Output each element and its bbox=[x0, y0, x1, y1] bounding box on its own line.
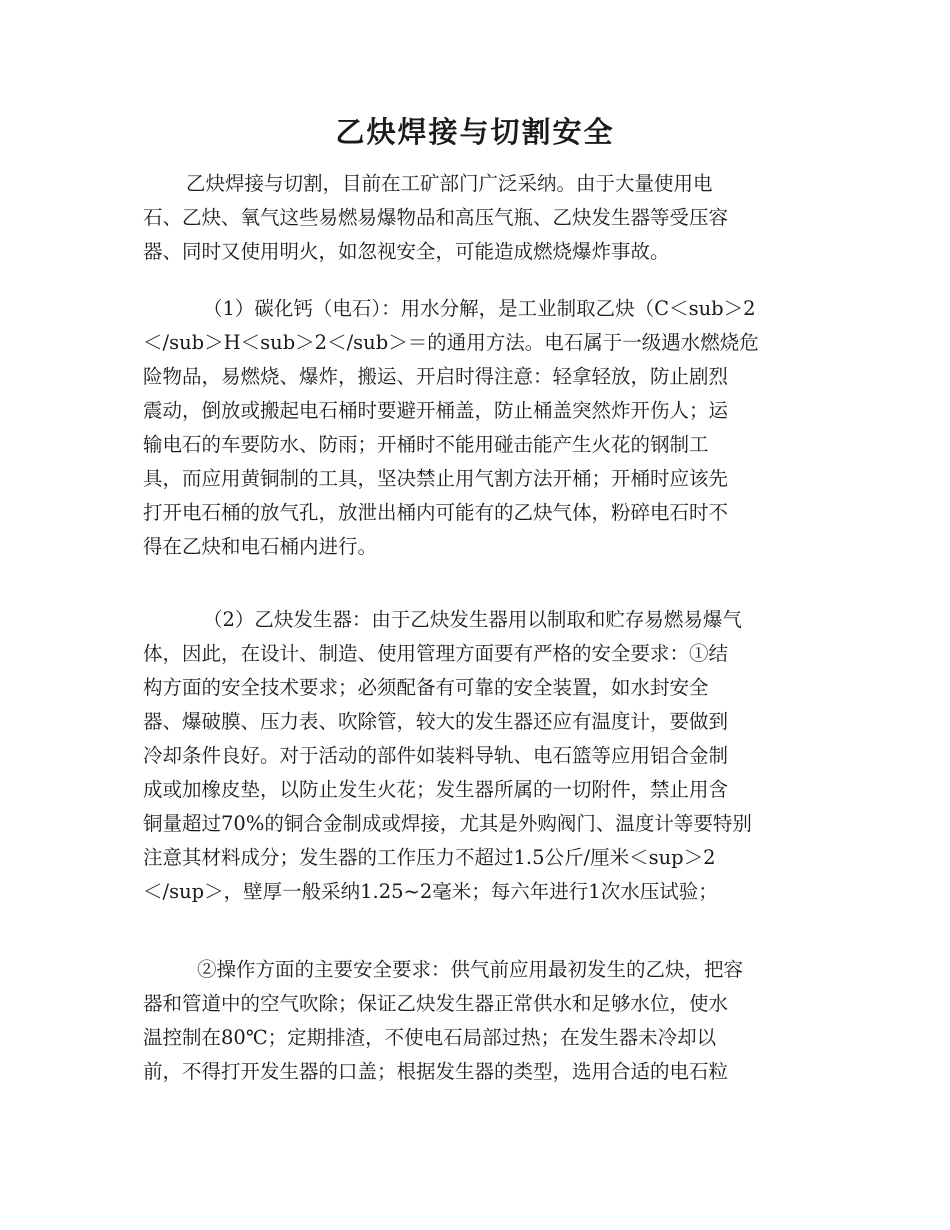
text-line: ＜/sup＞，壁厚一般采纳1.25~2毫米；每六年进行1次水压试验； bbox=[143, 880, 718, 903]
text-line: 温控制在80℃；定期排渣，不使电石局部过热；在发生器未冷却以 bbox=[143, 1026, 717, 1049]
text-line: 震动，倒放或搬起电石桶时要避开桶盖，防止桶盖突然炸开伤人；运 bbox=[143, 399, 729, 422]
text-line: 输电石的车要防水、防雨；开桶时不能用碰击能产生火花的钢制工 bbox=[143, 433, 709, 456]
text-line: （1）碳化钙（电石）：用水分解，是工业制取乙炔（C＜sub＞2 bbox=[203, 297, 756, 320]
text-line: 冷却条件良好。对于活动的部件如装料导轨、电石篮等应用铝合金制 bbox=[143, 744, 729, 767]
text-line: （2）乙炔发生器：由于乙炔发生器用以制取和贮存易燃易爆气 bbox=[203, 608, 742, 631]
text-line: 乙炔焊接与切割，目前在工矿部门广泛采纳。由于大量使用电 bbox=[186, 172, 713, 195]
paragraph-operation-requirements bbox=[143, 953, 808, 1089]
text-line: 器、同时又使用明火，如忽视安全，可能造成燃烧爆炸事故。 bbox=[143, 240, 670, 263]
paragraph-intro bbox=[143, 167, 808, 269]
text-line: 石、乙炔、氧气这些易燃易爆物品和高压气瓶、乙炔发生器等受压容 bbox=[143, 206, 729, 229]
text-line: ＜/sub＞H＜sub＞2＜/sub＞＝的通用方法。电石属于一级遇水燃烧危 bbox=[143, 331, 759, 354]
paragraph-acetylene-generator bbox=[143, 603, 808, 909]
text-line: 构方面的安全技术要求；必须配备有可靠的安全装置，如水封安全 bbox=[143, 676, 709, 699]
text-line: 成或加橡皮垫，以防止发生火花；发生器所属的一切附件，禁止用含 bbox=[143, 778, 729, 801]
text-line: 器、爆破膜、压力表、吹除管，较大的发生器还应有温度计，要做到 bbox=[143, 710, 729, 733]
document-title: 乙炔焊接与切割安全 bbox=[335, 115, 615, 149]
paragraph-calcium-carbide bbox=[143, 292, 808, 564]
text-line: 器和管道中的空气吹除；保证乙炔发生器正常供水和足够水位，使水 bbox=[143, 992, 729, 1015]
text-line: 注意其材料成分；发生器的工作压力不超过1.5公斤/厘米＜sup＞2 bbox=[143, 846, 716, 869]
text-line: 前，不得打开发生器的口盖；根据发生器的类型，选用合适的电石粒 bbox=[143, 1060, 729, 1083]
text-line: 具，而应用黄铜制的工具，坚决禁止用气割方法开桶；开桶时应该先 bbox=[143, 467, 729, 490]
text-line: ②操作方面的主要安全要求：供气前应用最初发生的乙炔，把容 bbox=[197, 958, 744, 981]
text-line: 铜量超过70%的铜合金制成或焊接，尤其是外购阀门、温度计等要特别 bbox=[143, 812, 752, 835]
text-line: 打开电石桶的放气孔，放泄出桶内可能有的乙炔气体，粉碎电石时不 bbox=[143, 501, 729, 524]
text-line: 得在乙炔和电石桶内进行。 bbox=[143, 535, 378, 558]
text-line: 体，因此，在设计、制造、使用管理方面要有严格的安全要求：①结 bbox=[143, 642, 729, 665]
text-line: 险物品，易燃烧、爆炸，搬运、开启时得注意：轻拿轻放，防止剧烈 bbox=[143, 365, 729, 388]
